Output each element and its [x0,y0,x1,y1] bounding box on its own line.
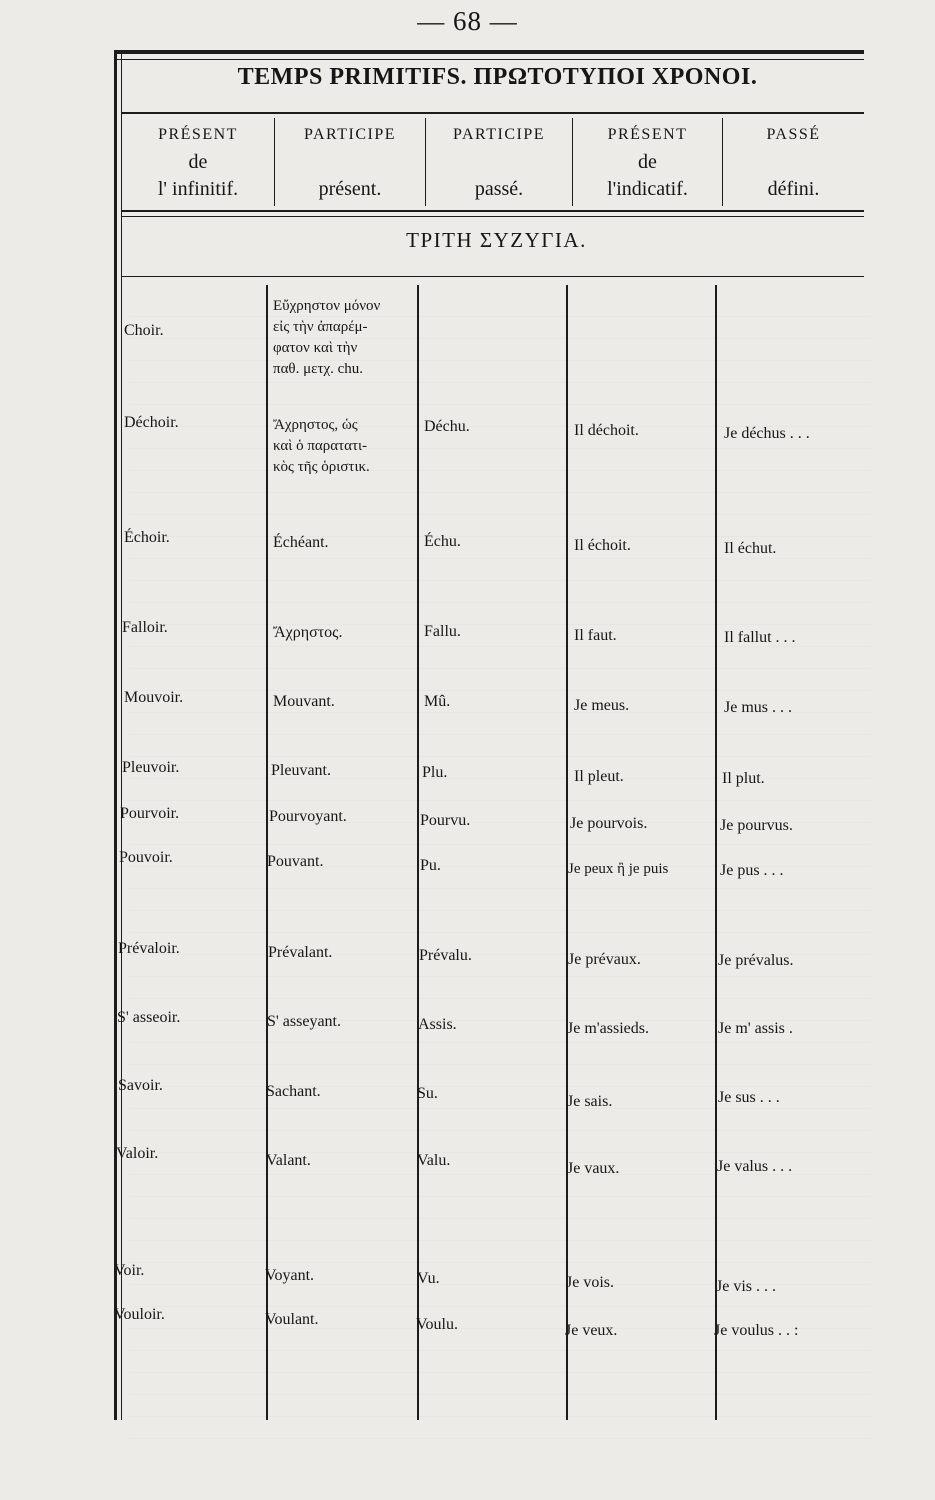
column-header-present-infinitive [122,120,274,204]
row-sasseoir-past-definite: Je m' assis . [718,1020,793,1037]
column-header-line: PRÉSENT [158,126,238,143]
top-rule-thick [116,50,864,54]
row-echoir-present-indicative: Il échoit. [574,537,631,554]
row-mouvoir-infinitive: Mouvoir. [124,689,184,706]
row-sasseoir-present-participle: S' asseyant. [267,1013,341,1030]
row-dechoir-past-definite: Je déchus . . . [724,425,810,442]
row-pouvoir-infinitive: Pouvoir. [119,849,173,866]
left-border-line-inner [121,50,122,1420]
row-pleuvoir-past-definite: Il plut. [722,770,765,787]
column-header-line: l' infinitif. [157,178,239,200]
row-pleuvoir-present-participle: Pleuvant. [271,762,331,779]
header-rule [122,210,864,212]
row-choir-infinitive: Choir. [124,322,164,339]
row-vouloir-infinitive: Vouloir. [114,1306,165,1323]
row-pourvoir-past-definite: Je pourvus. [720,817,793,834]
row-pouvoir-past-definite: Je pus . . . [720,862,784,879]
row-savoir-present-indicative: Je sais. [567,1093,613,1110]
column-header-line [275,150,425,174]
row-echoir-infinitive: Échoir. [124,529,170,546]
column-header-past-participle [426,120,572,204]
row-prevaloir-past-participle: Prévalu. [419,947,472,964]
row-pouvoir-present-participle: Pouvant. [267,853,324,870]
row-sasseoir-past-participle: Assis. [418,1016,457,1033]
row-prevaloir-past-definite: Je prévalus. [718,952,794,969]
row-voir-infinitive: Voir. [114,1262,145,1279]
body-divider-3 [566,285,568,1420]
table-title: TEMPS PRIMITIFS. ΠΡΩΤΟΤΥΠΟΙ ΧΡΟΝΟΙ. [237,64,758,90]
column-header-line: présent. [318,178,382,200]
row-valoir-present-participle: Valant. [266,1152,311,1169]
row-savoir-present-participle: Sachant. [266,1083,321,1100]
row-valoir-past-definite: Je valus . . . [717,1158,793,1175]
column-header-past-definite [723,120,864,204]
row-pourvoir-infinitive: Pourvoir. [120,805,180,822]
row-vouloir-present-indicative: Je veux. [565,1322,618,1339]
header-rule-lower [122,216,864,217]
column-header-line: défini. [767,178,820,200]
column-header-line: de [188,151,208,173]
row-falloir-infinitive: Falloir. [122,619,168,636]
row-valoir-present-indicative: Je vaux. [567,1160,620,1177]
row-falloir-past-participle: Fallu. [424,623,461,640]
column-header-line: PARTICIPE [453,126,545,143]
row-voir-past-participle: Vu. [417,1270,440,1287]
body-divider-4 [715,285,717,1420]
column-header-line: de [638,151,657,173]
row-valoir-past-participle: Valu. [417,1152,451,1169]
column-header-line: PASSÉ [766,126,821,143]
row-dechoir-present-participle: Ἄχρηστος, ὡς καὶ ὁ παρατατι- κὸς τῆς ὁριστικ. [273,417,370,475]
column-header-present-participle [275,120,425,204]
column-header-line: passé. [474,178,524,200]
row-sasseoir-present-indicative: Je m'assieds. [567,1020,649,1037]
row-choir-present-participle: Εὔχρηστον μόνον εἰς τὴν ἀπαρέμ- φατον καὶ τὴν παθ. μετχ. chu. [273,298,381,377]
body-divider-2 [417,285,419,1420]
row-falloir-present-indicative: Il faut. [574,627,617,644]
column-header-present-indicative [573,120,722,204]
row-voir-present-participle: Voyant. [265,1267,315,1284]
row-mouvoir-present-indicative: Je meus. [574,697,630,714]
row-savoir-past-definite: Je sus . . . [718,1089,780,1106]
row-mouvoir-past-participle: Mû. [424,693,451,710]
row-vouloir-present-participle: Voulant. [265,1311,319,1328]
column-header-line [723,150,864,174]
row-dechoir-present-indicative: Il déchoit. [574,422,639,439]
row-prevaloir-present-participle: Prévalant. [268,944,333,961]
column-header-line: PARTICIPE [304,126,396,143]
row-pleuvoir-past-participle: Plu. [422,764,448,781]
row-valoir-infinitive: Valoir. [116,1145,159,1162]
section-title: ΤΡΙΤΗ ΣΥΖΥΓΙΑ. [406,228,587,252]
row-pourvoir-present-participle: Pourvoyant. [269,808,347,825]
row-pourvoir-present-indicative: Je pourvois. [570,815,648,832]
row-prevaloir-infinitive: Prévaloir. [118,940,180,957]
column-header-line: l'indicatif. [607,178,688,200]
row-vouloir-past-definite: Je voulus . . : [714,1322,799,1339]
page-number: — 68 — [417,6,518,36]
column-header-line [426,150,572,174]
row-vouloir-past-participle: Voulu. [416,1316,458,1333]
row-voir-past-definite: Je vis . . . [716,1278,776,1295]
row-prevaloir-present-indicative: Je prévaux. [568,951,641,968]
row-savoir-past-participle: Su. [417,1085,438,1102]
row-pouvoir-present-indicative: Je peux ἢ je puis [568,861,669,877]
row-pourvoir-past-participle: Pourvu. [420,812,471,829]
row-dechoir-past-participle: Déchu. [424,418,470,435]
row-pouvoir-past-participle: Pu. [420,857,441,874]
row-echoir-past-participle: Échu. [424,533,461,550]
section-rule [122,276,864,277]
row-echoir-present-participle: Échéant. [273,534,329,551]
left-border-line [114,50,117,1420]
title-rule [122,112,864,114]
row-voir-present-indicative: Je vois. [566,1274,614,1291]
row-mouvoir-present-participle: Mouvant. [273,693,335,710]
row-savoir-infinitive: Savoir. [118,1077,163,1094]
column-header-line: PRÉSENT [607,126,688,143]
row-falloir-present-participle: Ἄχρηστος. [273,624,343,641]
row-echoir-past-definite: Il échut. [724,540,777,557]
top-rule-thin [116,59,864,60]
row-falloir-past-definite: Il fallut . . . [724,629,796,646]
row-sasseoir-infinitive: S' asseoir. [117,1009,181,1026]
row-mouvoir-past-definite: Je mus . . . [724,699,792,716]
row-pleuvoir-infinitive: Pleuvoir. [122,759,180,776]
row-dechoir-infinitive: Déchoir. [124,414,179,431]
row-pleuvoir-present-indicative: Il pleut. [574,768,624,785]
